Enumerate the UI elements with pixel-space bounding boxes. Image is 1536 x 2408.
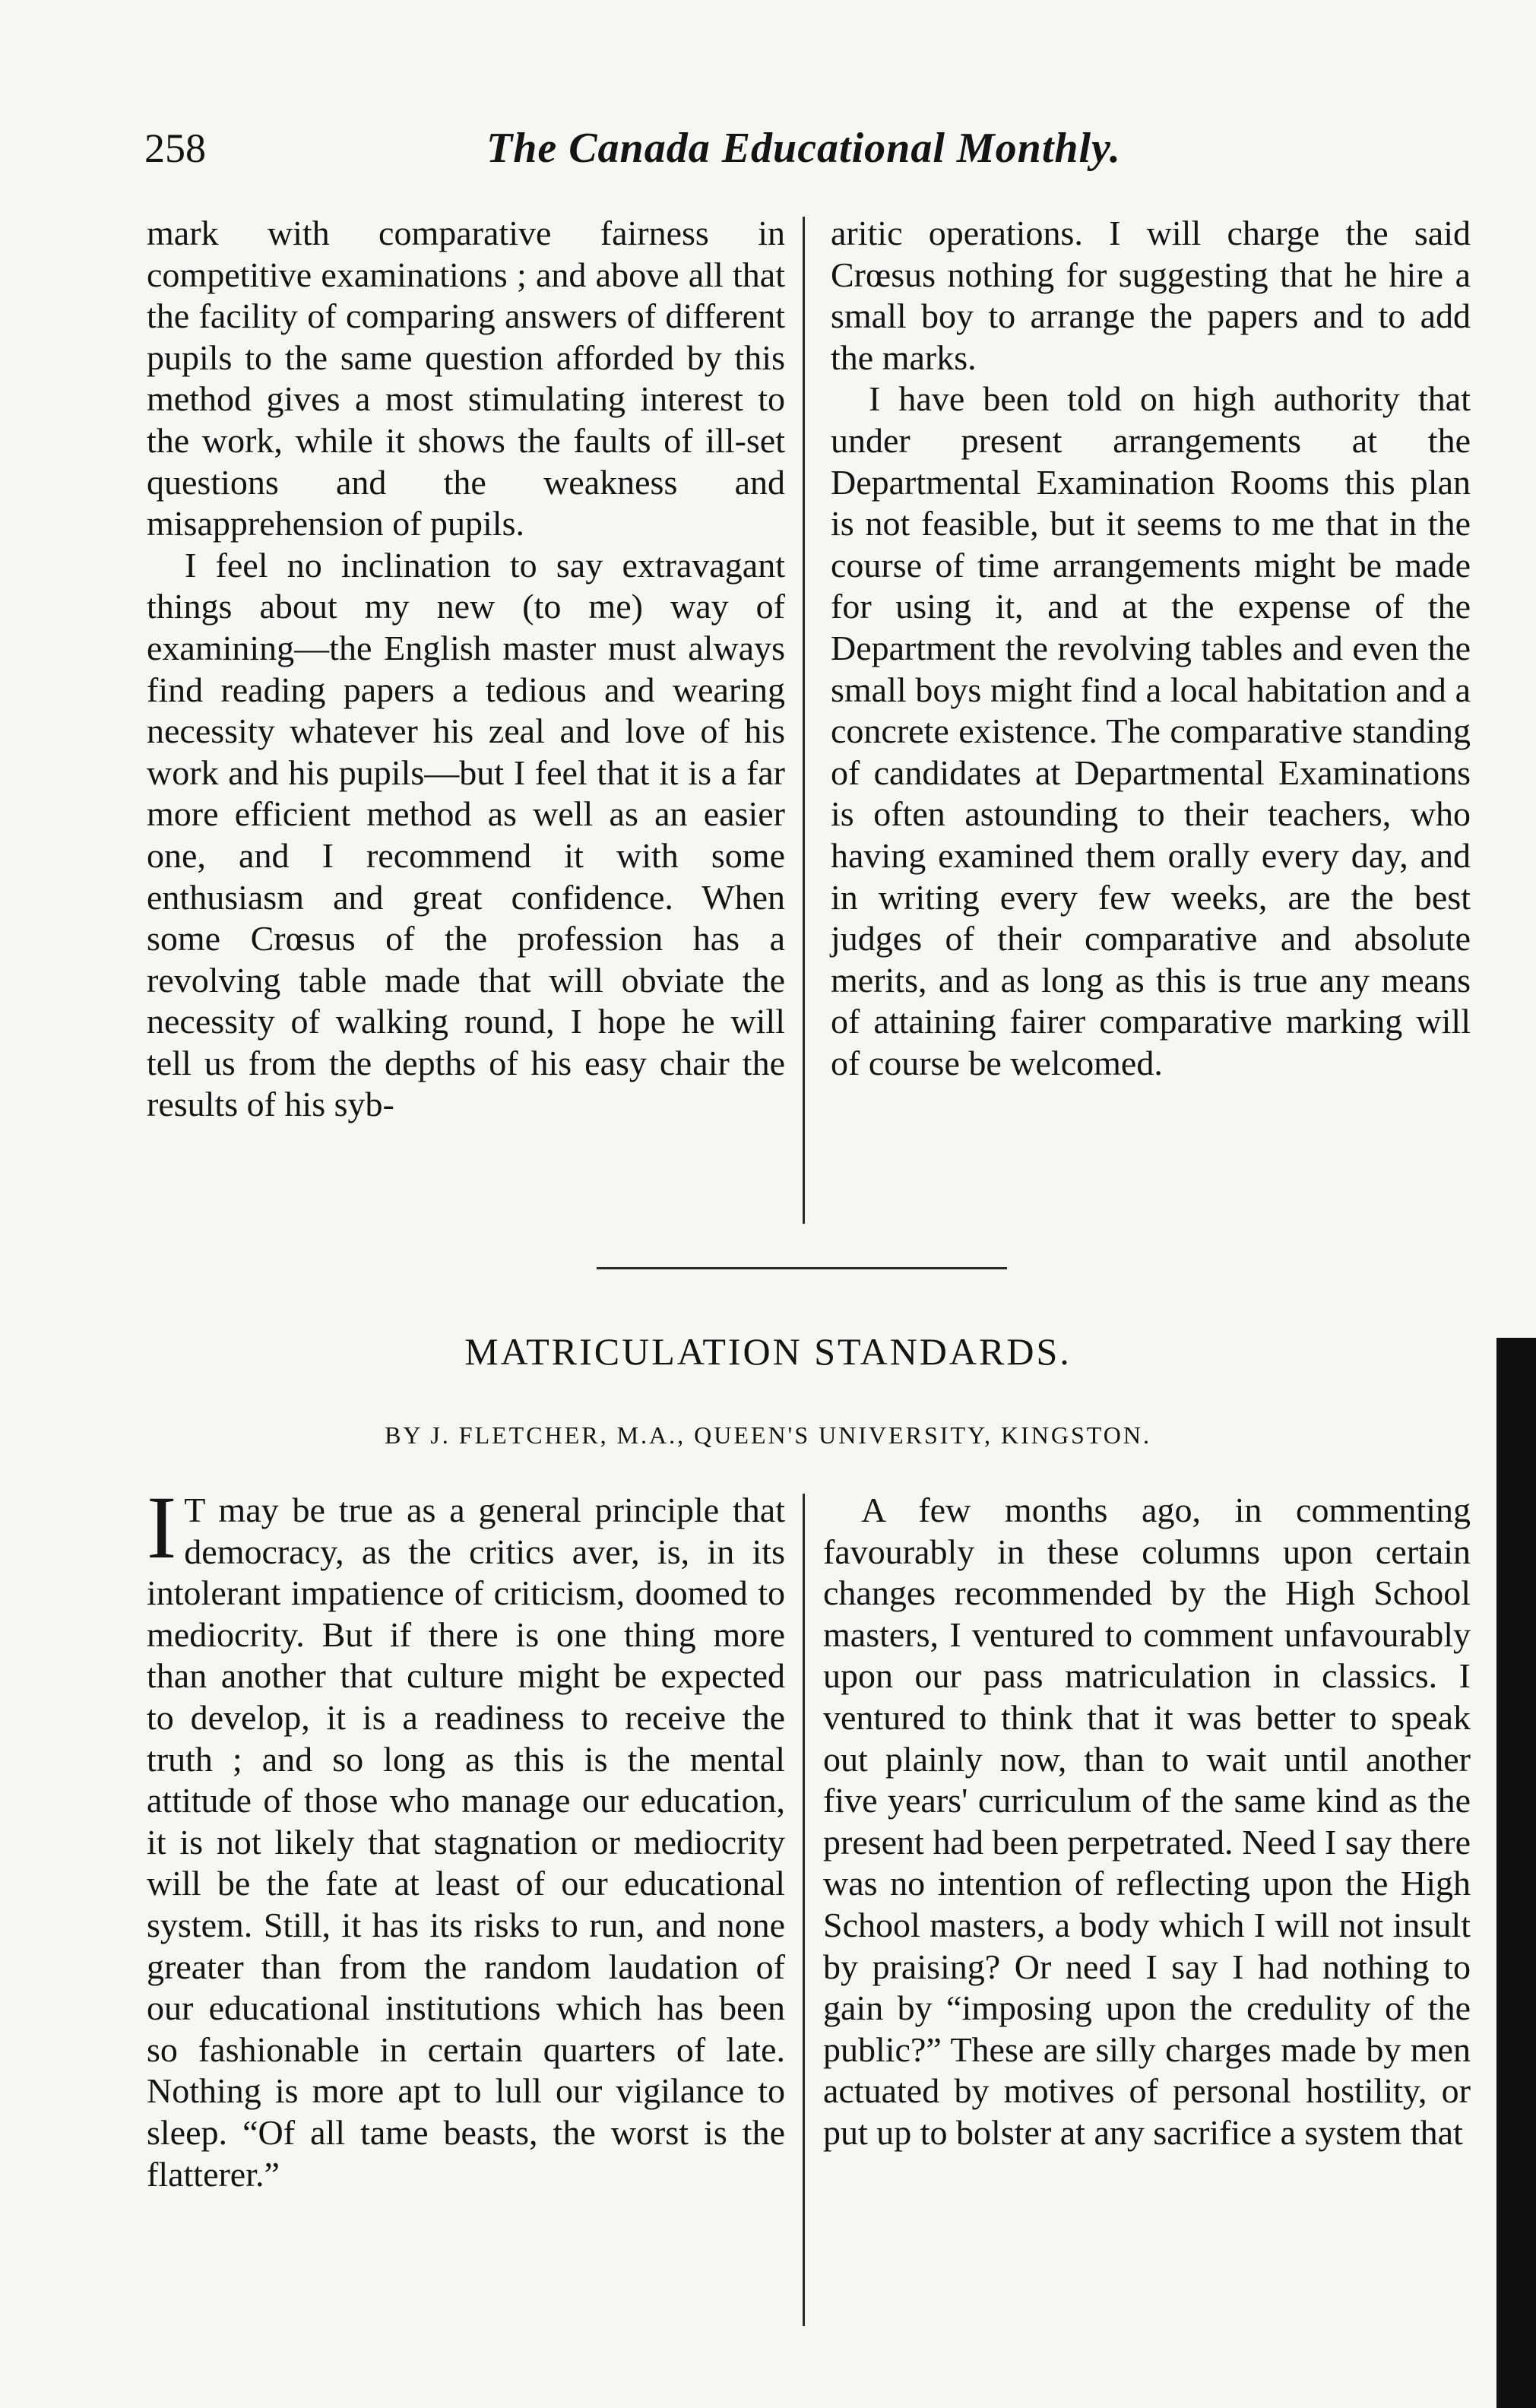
column-divider <box>803 217 805 1224</box>
paragraph <box>147 1478 785 2195</box>
upper-right-column <box>831 213 1471 1084</box>
article-title: MATRICULATION STANDARDS. <box>464 1330 1072 1373</box>
column-divider <box>803 1494 805 2326</box>
paragraph: I feel no inclination to say extravagant things about my new (to me) way of examining—the English master must always find reading papers a tedious and wearing necessity whatever his zeal and love of his work and his pupils—but I feel that it is a far more efficient method as well as an easier one, and I recommend it with some enthusiasm and great confidence. When some Crœsus of the profession has a revolving table made that will obviate the necessity of walking round, I hope he will tell us from the depths of his easy chair the results of his syb- <box>147 545 785 1124</box>
paragraph-text: T may be true as a general principle that democracy, as the critics aver, is, in its intolerant impatience of criticism, doomed to mediocrity. But if there is one thing more than another that culture might be expected to develop, it is a readiness to receive the truth ; and so long as this is the mental attitude of those who manage our education, it is not likely that stagnation or mediocrity will be the fate at least of our educational system. Still, it has its risks to run, and none greater than from the random laudation of our educational institutions which has been so fashionable in certain quarters of late. Nothing is more apt to lull our vigilance to sleep. “Of all tame beasts, the worst is the flatterer.” <box>147 1491 785 2194</box>
paragraph: aritic operations. I will charge the said Crœsus nothing for suggesting that he hire a small boy to arrange the papers and to add the marks. <box>831 214 1471 377</box>
journal-title: The Canada Educational Monthly. <box>486 125 1121 172</box>
upper-left-column <box>147 213 785 1126</box>
paragraph: A few months ago, in commenting favourably in these columns upon certain changes recommended by the High School masters, I ventured to comment unfavourably upon our pass matriculation in classics. I ventured to think that it was better to speak out plainly now, than to wait until another five years' curriculum of the same kind as the present had been perpetrated. Need I say there was no intention of reflecting upon the High School masters, a body which I will not insult by praising? Or need I say I had nothing to gain by “imposing upon the credulity of the public?” These are silly charges made by men actuated by motives of personal hostility, or put up to bolster at any sacrifice a system that <box>823 1491 1471 2152</box>
article-right-column <box>823 1490 1471 2154</box>
section-divider <box>597 1267 1007 1269</box>
binding-edge-shadow <box>1496 1338 1536 2408</box>
running-head <box>144 118 1178 179</box>
drop-cap: I <box>147 1478 177 1577</box>
article-byline: BY J. FLETCHER, M.A., QUEEN'S UNIVERSITY, KINGSTON. <box>385 1421 1151 1449</box>
paragraph: I have been told on high authority that under present arrangements at the Departmental Examination Rooms this plan is not feasible, but it seems to me that in the course of time arrangements might be made for using it, and at the expense of the Department the revolving tables and even the small boys might find a local habitation and a concrete existence. The comparative standing of candidates at Departmental Examinations is often astounding to their teachers, who having examined them orally every day, and in writing every few weeks, are the best judges of their comparative and absolute merits, and as long as this is true any means of attaining fairer comparative marking will of course be welcomed. <box>831 379 1471 1082</box>
paragraph: mark with comparative fairness in competitive examinations ; and above all that the facility of comparing answers of different pupils to the same question afforded by this method gives a most stimulating interest to the work, while it shows the faults of ill-set questions and the weakness and misapprehension of pupils. <box>147 214 785 543</box>
article-left-column <box>147 1478 785 2195</box>
page-number: 258 <box>144 125 206 171</box>
